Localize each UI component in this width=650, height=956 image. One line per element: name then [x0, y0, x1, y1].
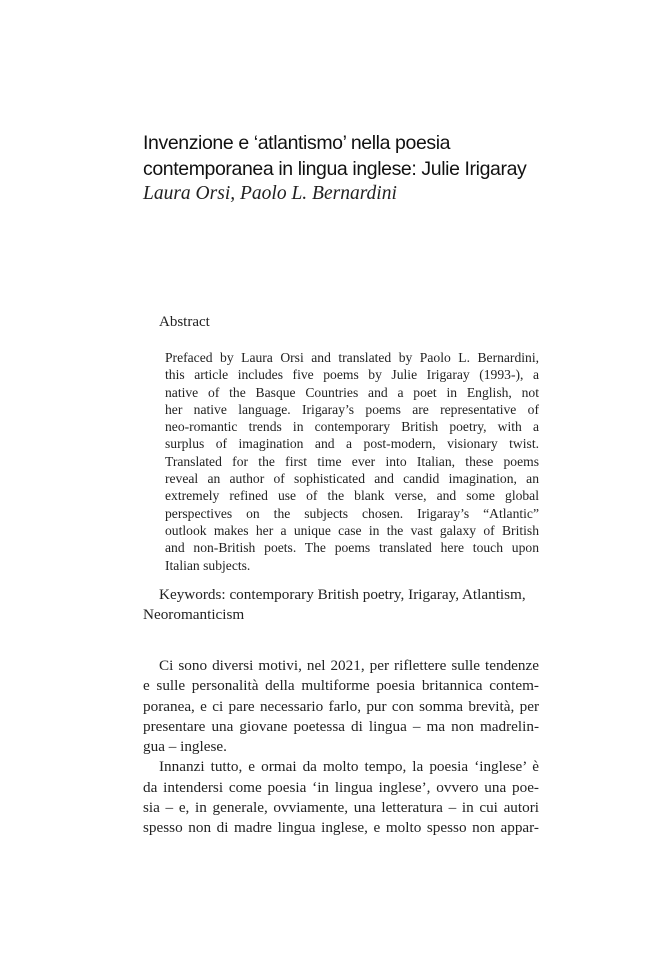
body-line: sia – e, in generale, ovviamente, una letteratura – in cui autori: [143, 799, 539, 817]
body-line: poranea, e ci pare necessario farlo, pur con somma brevità, per: [143, 697, 539, 715]
abstract-text: [165, 349, 539, 574]
body-paragraph: [143, 656, 539, 757]
abstract-line: native of the Basque Countries and a poet in English, not: [165, 384, 539, 400]
abstract-heading: Abstract: [159, 314, 210, 330]
body-line: presentare una giovane poetessa di lingua – ma non madrelin-: [143, 717, 539, 735]
body-text: [143, 656, 539, 839]
abstract-line: reveal an author of sophisticated and candid imagination, an: [165, 471, 539, 487]
abstract-line: and non-British poets. The poems translated here touch upon: [165, 540, 539, 556]
article-authors: Laura Orsi, Paolo L. Bernardini: [143, 183, 397, 204]
body-line: spesso non di madre lingua inglese, e molto spesso non appar-: [143, 819, 539, 837]
abstract-line: Italian subjects.: [165, 557, 251, 573]
abstract-line: perspectives on the subjects chosen. Irigaray’s “Atlantic”: [165, 505, 539, 521]
keywords-line: Neoromanticism: [143, 606, 245, 623]
body-line: e sulle personalità della multiforme poesia britannica contem-: [143, 677, 539, 695]
abstract-line: surplus of imagination and a post-modern, visionary twist.: [165, 436, 539, 452]
abstract-line: Prefaced by Laura Orsi and translated by Paolo L. Bernardini,: [165, 350, 539, 365]
body-line: Ci sono diversi motivi, nel 2021, per riflettere sulle tendenze: [159, 657, 539, 674]
abstract-line: Translated for the first time ever into Italian, these poems: [165, 453, 539, 469]
article-header: [143, 130, 563, 206]
body-line: da intendersi come poesia ‘in lingua inglese’, ovvero una poe-: [143, 778, 539, 796]
title-line: contemporanea in lingua inglese: Julie Irigaray: [143, 158, 527, 180]
abstract-line: outlook makes her a unique case in the vast galaxy of British: [165, 522, 539, 538]
abstract-line: extremely refined use of the blank verse, and some global: [165, 488, 539, 504]
title-line: Invenzione e ‘atlantismo’ nella poesia: [143, 132, 451, 154]
abstract-line: neo-romantic trends in contemporary British poetry, with a: [165, 419, 539, 435]
body-line: gua – inglese.: [143, 738, 227, 756]
keywords-line: Keywords: contemporary British poetry, Irigaray, Atlantism,: [159, 586, 526, 603]
article-title: [143, 130, 563, 182]
abstract-line: her native language. Irigaray’s poems are representative of: [165, 401, 539, 417]
body-paragraph: [143, 757, 539, 838]
abstract-line: this article includes five poems by Julie Irigaray (1993-), a: [165, 367, 539, 383]
keywords: [143, 585, 543, 625]
body-line: Innanzi tutto, e ormai da molto tempo, la poesia ‘inglese’ è: [159, 758, 539, 776]
